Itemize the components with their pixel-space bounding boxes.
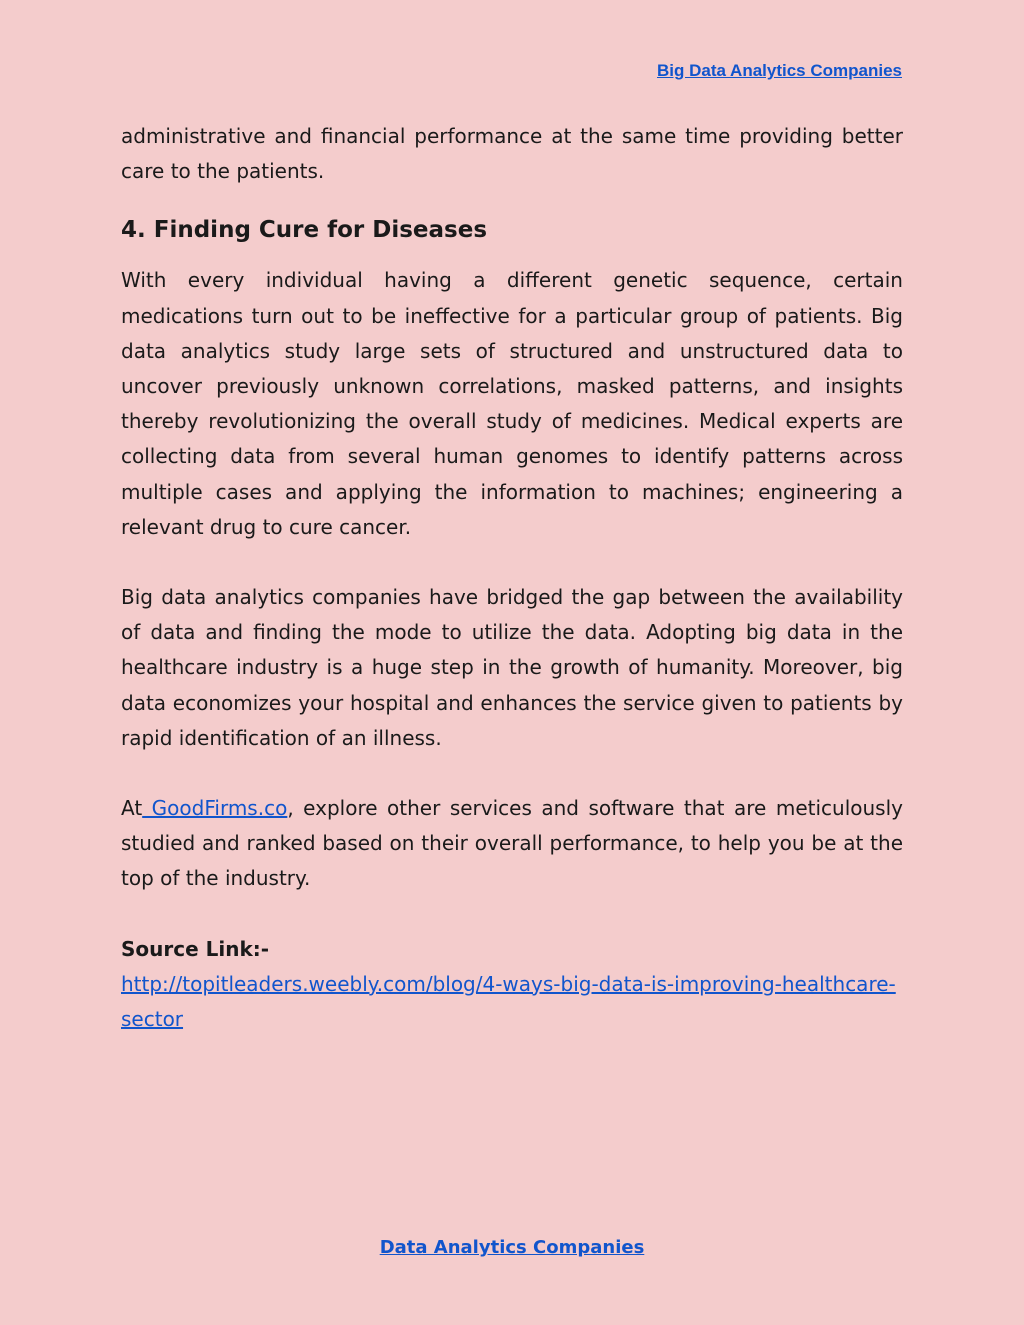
footer-link-container [0, 1237, 1024, 1258]
intro-paragraph: administrative and financial performance at the same time providing better care to the patients. [121, 124, 903, 184]
goodfirms-link[interactable]: GoodFirms.co [142, 796, 288, 821]
section-heading: 4. Finding Cure for Diseases [121, 217, 488, 244]
goodfirms-suffix: , explore other services and software that are meticulously studied and ranked based on their overall performance, to help you be at the top of the industry. [121, 796, 903, 891]
document-body [121, 119, 903, 1037]
paragraph-spacer [121, 545, 903, 580]
paragraph-big-data: Big data analytics companies have bridged the gap between the availability of data and finding the mode to utilize the data. Adopting big data in the healthcare industry is a huge step in the growth of humanity. Moreover, big data economizes your hospital and enhances the service given to patients by rapid identification of an illness. [121, 585, 903, 750]
paragraph-goodfirms [121, 791, 903, 897]
source-url-link[interactable]: http://topitleaders.weebly.com/blog/4-ways-big-data-is-improving-healthcare-sector [121, 971, 896, 1032]
source-label: Source Link:- [121, 936, 270, 961]
footer-link[interactable]: Data Analytics Companies [379, 1237, 645, 1258]
goodfirms-prefix: At [121, 796, 143, 821]
paragraph-genetic: With every individual having a different genetic sequence, certain medications turn out to be ineffective for a particular group of patients. Big data analytics study large sets of structured and unstructured data to uncover previously unknown correlations, masked patterns, and insights thereby revolutionizing the overall study of medicines. Medical experts are collecting data from several human genomes to identify patterns across multiple cases and applying the information to machines; engineering a relevant drug to cure cancer. [121, 268, 903, 539]
paragraph-spacer [121, 897, 903, 932]
header-link[interactable]: Big Data Analytics Companies [657, 61, 902, 80]
paragraph-spacer [121, 756, 903, 791]
